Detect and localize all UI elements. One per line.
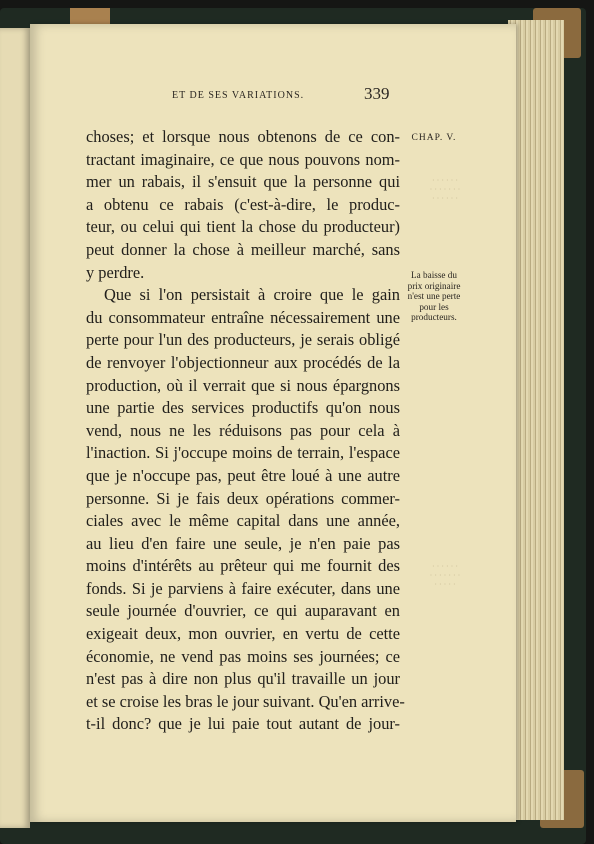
text-line: production, où il verrait que si nous épargnons xyxy=(86,375,400,395)
text-line: peut donner la chose à meilleur marché, sans xyxy=(86,239,400,259)
text-line: a obtenu ce rabais (c'est-à-dire, le produc- xyxy=(86,194,400,214)
margin-note-line: La baisse du xyxy=(411,270,457,280)
margin-note-line: n'est une perte xyxy=(407,291,461,301)
facing-page-edge xyxy=(0,28,30,828)
text-line: choses; et lorsque nous obtenons de ce con- xyxy=(86,127,400,146)
text-line: n'est pas à dire non plus qu'il travaille un jour xyxy=(86,669,400,689)
text-line: moins d'intérêts au prêteur qui me fournit des xyxy=(86,556,400,576)
text-line: vend, nous ne les réduisons pas pour cela à xyxy=(86,420,400,440)
margin-note-line: pour les xyxy=(419,301,449,312)
text-line: exigeait deux, mon ouvrier, en vertu de cette xyxy=(86,624,400,644)
text-line: du consommateur entraîne nécessairement une xyxy=(86,307,400,327)
text-line: au lieu d'en faire une seule, je n'en paie pas xyxy=(86,533,400,553)
margin-note-line: producteurs. xyxy=(411,312,457,322)
margin-note xyxy=(402,270,466,323)
text-line: économie, ne vend pas moins ses journées; ce xyxy=(86,646,400,666)
text-line: tractant imaginaire, ce que nous pouvons nom- xyxy=(86,149,400,169)
text-line: personne. Si je fais deux opérations commer- xyxy=(86,488,400,508)
page-number: 339 xyxy=(364,84,390,103)
text-line: y perdre. xyxy=(86,262,145,282)
margin-note-line: prix originaire xyxy=(407,280,461,291)
text-line: et se croise les bras le jour suivant. Qu'en arrive- xyxy=(86,691,405,711)
text-line: perte pour l'un des producteurs, je serais obligé xyxy=(86,330,400,350)
bleed-through-text: · · · · · · · · · · · · · · · · · · xyxy=(429,562,461,589)
body-text xyxy=(86,126,405,736)
text-line: Que si l'on persistait à croire que le gain xyxy=(104,285,400,305)
bleed-through-text: · · · · · · · · · · · · · · · · · · · xyxy=(429,176,461,203)
text-line: une partie des services productifs qu'on nous xyxy=(86,398,400,418)
running-head xyxy=(30,84,516,108)
margin-chapter-label: CHAP. V. xyxy=(411,133,457,143)
text-line: teur, ou celui qui tient la chose du producteur) xyxy=(86,217,400,237)
text-line: t-il donc? que je lui paie tout autant de jour- xyxy=(86,714,400,734)
text-line: de renvoyer l'objectionneur aux procédés de la xyxy=(86,352,400,372)
text-line: l'inaction. Si j'occupe moins de terrain, l'espace xyxy=(86,443,400,463)
text-line: que je n'occupe pas, peut être loué à une autre xyxy=(86,465,400,485)
running-head-title: ET DE SES VARIATIONS. xyxy=(172,90,305,101)
text-line: seule journée d'ouvrier, ce qui auparavant en xyxy=(86,601,400,621)
text-line: fonds. Si je parviens à faire exécuter, dans une xyxy=(86,578,400,598)
text-line: ciales avec le même capital dans une année, xyxy=(86,511,400,531)
page-edges xyxy=(508,20,564,820)
text-line: mer un rabais, il s'ensuit que la personne qui xyxy=(86,172,400,192)
